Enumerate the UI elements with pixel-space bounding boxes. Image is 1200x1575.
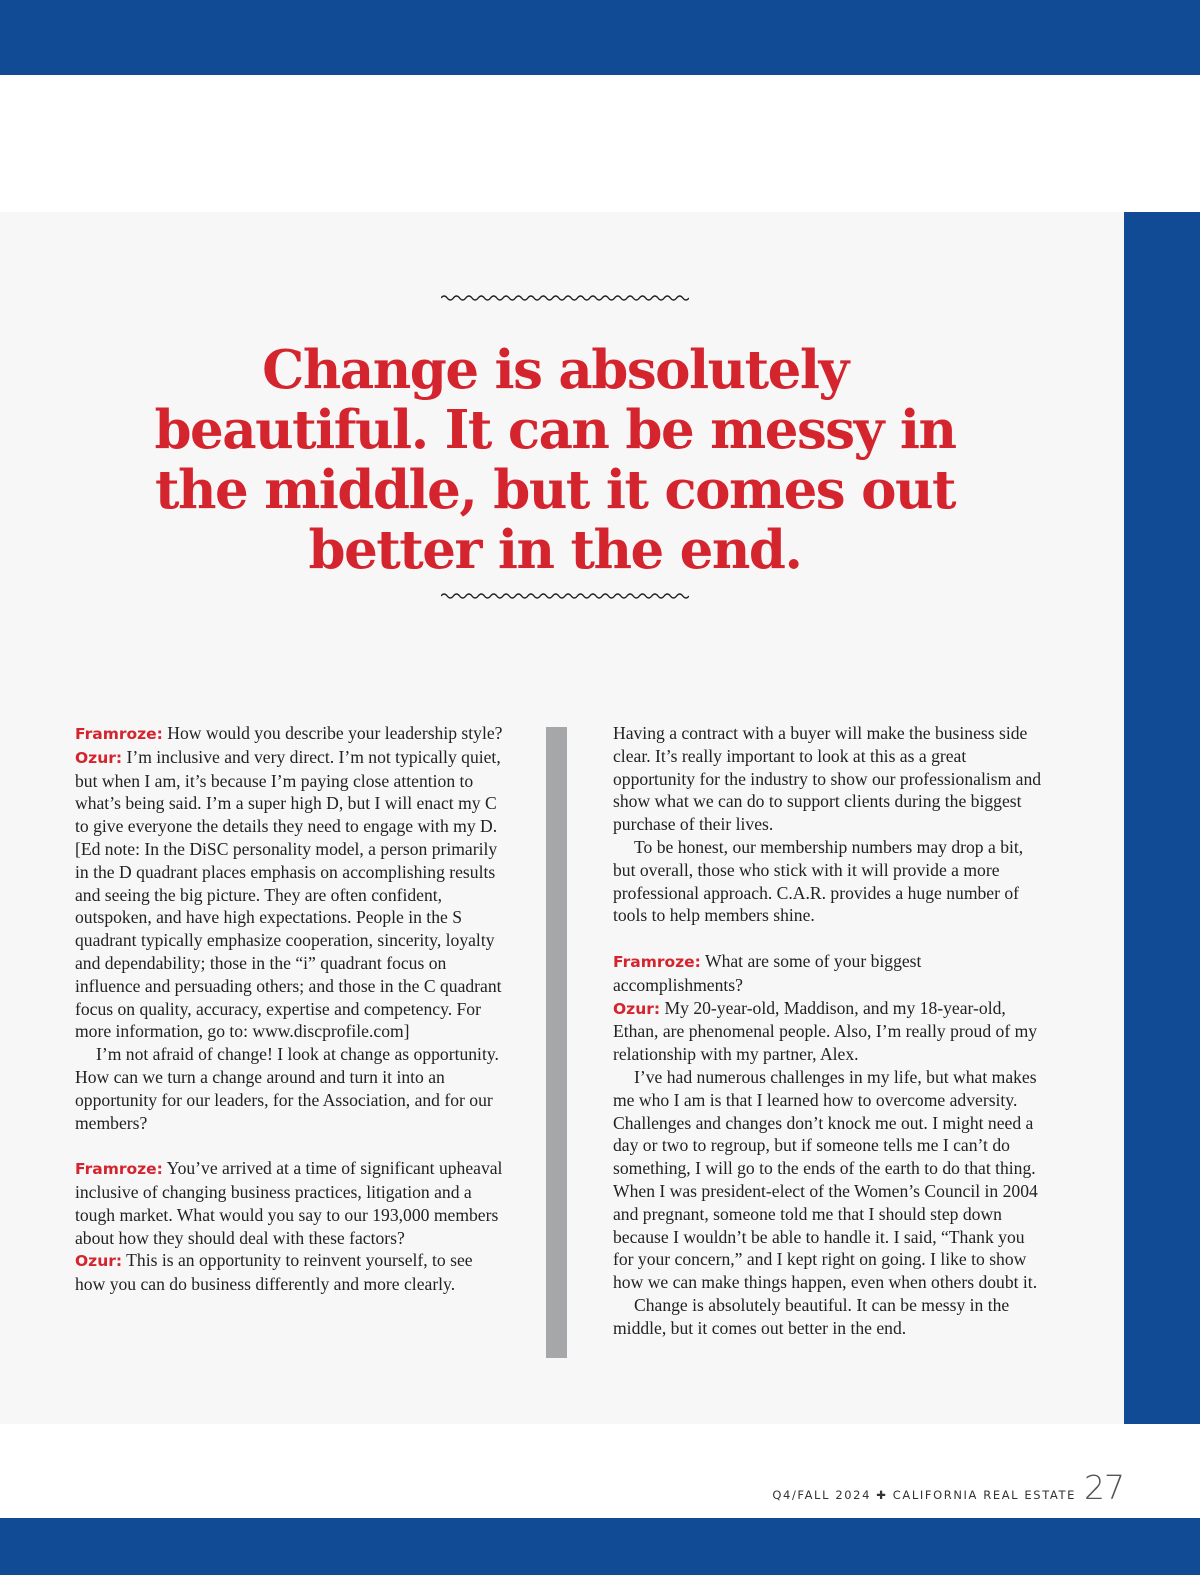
answer-2-paragraph-3: To be honest, our membership numbers may drop a bit, but overall, those who stick with it will provide a more professional approach. C.A.R. provides a huge number of tools to help members shine. (613, 836, 1024, 926)
question-2 (75, 1157, 507, 1249)
speaker-label: Ozur: (613, 999, 661, 1018)
answer-3-paragraph-2: I’ve had numerous challenges in my life, but what makes me who I am is that I learned how to overcome adversity. Challenges and changes don’t knock me out. I might need a day or two to regroup, but if someone tells me I can’t do something, I will go to the ends of the earth to do that thing. When I was president-elect of the Women’s Council in 2004 and pregnant, someone told me that I should step down because I wouldn’t be able to handle it. I said, “Thank you for your concern,” and I kept right on going. I like to show how we can make things happen, even when others doubt it. (613, 1066, 1038, 1293)
page-footer (772, 1468, 1124, 1507)
left-text-column (75, 722, 507, 1296)
right-color-bar (1124, 212, 1200, 1424)
question-3 (613, 950, 1045, 997)
cross-icon: ✚ (876, 1488, 888, 1502)
answer-2-paragraph-2: Having a contract with a buyer will make the business side clear. It’s really important to look at this as a great opportunity for the industry to show our professionalism and show what we can do to support clients during the biggest purchase of their lives. (613, 723, 1042, 835)
answer-text: My 20-year-old, Maddison, and my 18-year-old, Ethan, are phenomenal people. Also, I’m really proud of my relationship with my partner, Alex. (613, 997, 1038, 1065)
answer-2 (75, 1249, 507, 1296)
speaker-label: Ozur: (75, 748, 123, 767)
answer-1-paragraph-2: I’m not afraid of change! I look at change as opportunity. How can we turn a change around and turn it into an opportunity for our leaders, for the Association, and for our members? (75, 1044, 499, 1133)
speaker-label: Framroze: (613, 952, 701, 971)
question-text: What are some of your biggest accomplishments? (613, 950, 922, 995)
speaker-label: Ozur: (75, 1252, 123, 1271)
answer-3-paragraph-3: Change is absolutely beautiful. It can be messy in the middle, but it comes out better in the end. (613, 1294, 1010, 1338)
pull-quote: Change is absolutely beautiful. It can be messy in the middle, but it comes out better in the end. (154, 339, 956, 581)
issue-label: Q4/FALL 2024 (772, 1488, 871, 1502)
folio-text (772, 1488, 1076, 1502)
question-1 (75, 722, 507, 746)
bottom-color-bar (0, 1518, 1200, 1575)
speaker-label: Framroze: (75, 1160, 163, 1179)
answer-3 (613, 997, 1045, 1066)
question-text: How would you describe your leadership style? (162, 723, 503, 743)
page-number: 27 (1084, 1468, 1124, 1507)
top-color-bar (0, 0, 1200, 75)
question-text: You’ve arrived at a time of significant upheaval inclusive of changing business practices, litigation and a tough market. What would you say to our 193,000 members about how they should deal with these factors? (75, 1158, 503, 1248)
answer-1 (75, 746, 507, 1043)
column-divider (546, 727, 567, 1358)
publication-name: CALIFORNIA REAL ESTATE (892, 1488, 1076, 1502)
answer-text: I’m inclusive and very direct. I’m not typically quiet, but when I am, it’s because I’m paying close attention to what’s being said. I’m a super high D, but I will enact my C to give everyone the details they need to engage with my D. [Ed note: In the DiSC personality model, a person primarily in the D quadrant places emphasis on accomplishing results and seeing the big picture. They are often confident, outspoken, and have high expectations. People in the S quadrant typically emphasize cooperation, sincerity, loyalty and dependability; those in the “i” quadrant focus on influence and persuading others; and those in the C quadrant focus on quality, accuracy, expertise and competency. For more information, go to: www.discprofile.com] (75, 746, 502, 1042)
right-text-column (613, 722, 1045, 1340)
wavy-divider-bottom (441, 590, 689, 602)
wavy-divider-top (441, 292, 689, 304)
answer-text: This is an opportunity to reinvent yourself, to see how you can do business differently and more clearly. (75, 1250, 473, 1295)
speaker-label: Framroze: (75, 725, 163, 743)
